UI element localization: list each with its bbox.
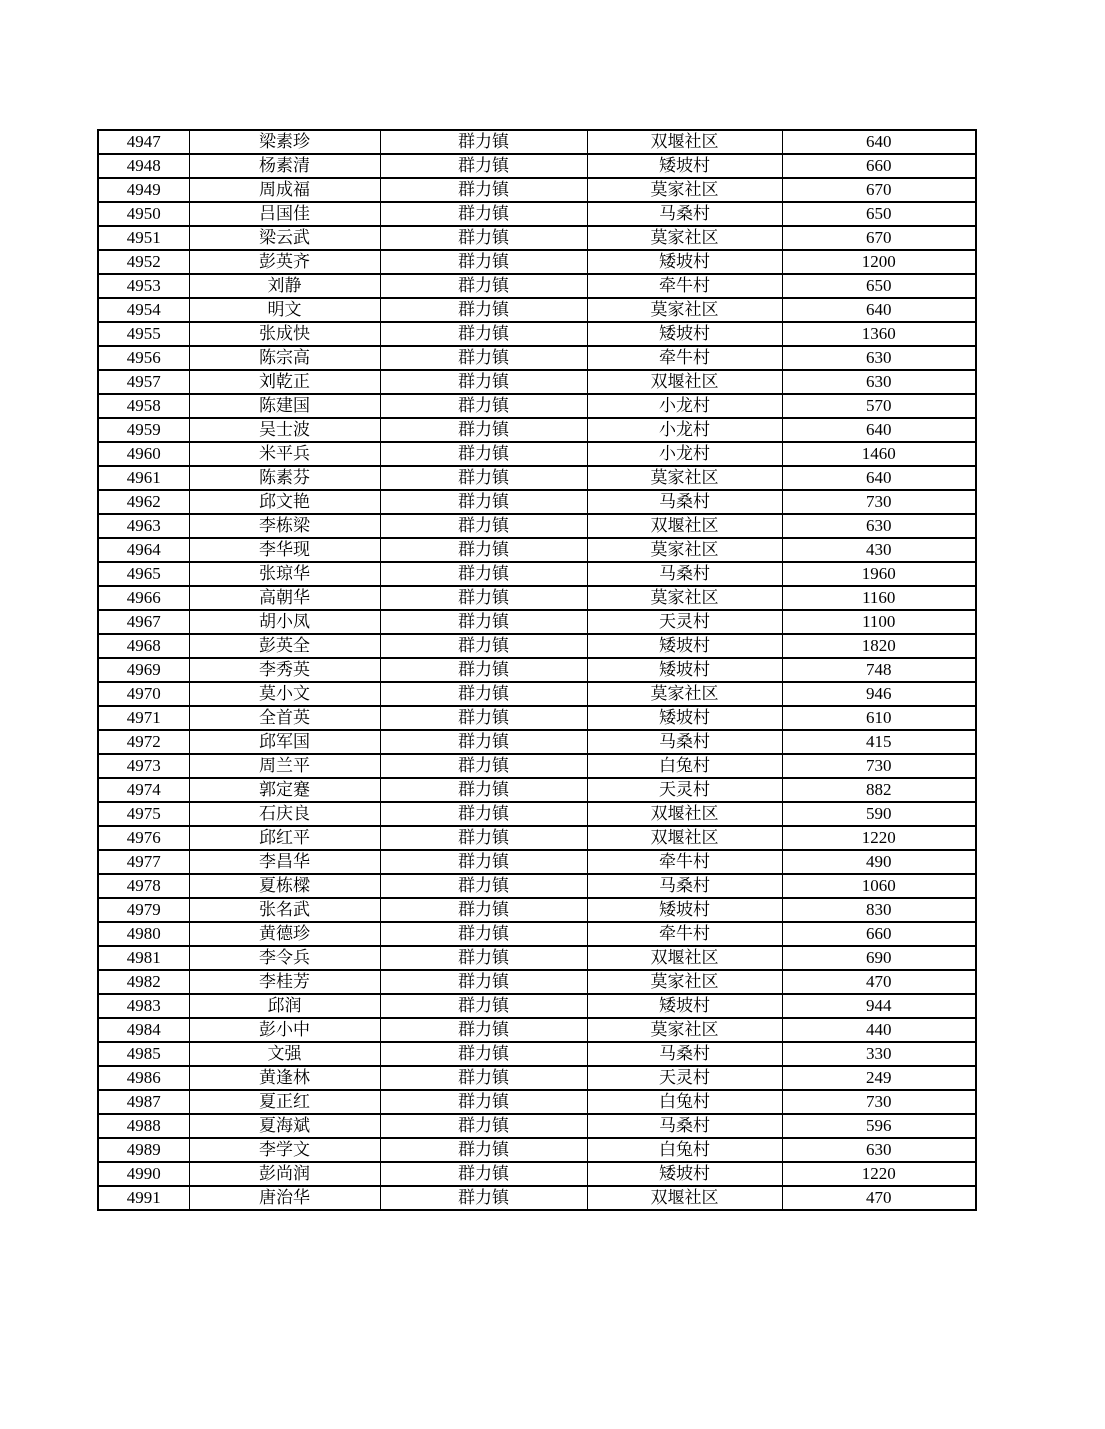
cell-amount: 630 bbox=[782, 1138, 976, 1162]
cell-village: 双堰社区 bbox=[587, 802, 782, 826]
cell-serial-number: 4970 bbox=[98, 682, 189, 706]
table-row bbox=[98, 610, 976, 634]
cell-amount: 660 bbox=[782, 922, 976, 946]
cell-amount: 330 bbox=[782, 1042, 976, 1066]
cell-serial-number: 4954 bbox=[98, 298, 189, 322]
cell-amount: 470 bbox=[782, 1186, 976, 1210]
cell-town: 群力镇 bbox=[380, 346, 587, 370]
table-row bbox=[98, 394, 976, 418]
cell-town: 群力镇 bbox=[380, 1042, 587, 1066]
cell-person-name: 胡小凤 bbox=[189, 610, 380, 634]
cell-village: 马桑村 bbox=[587, 1114, 782, 1138]
cell-person-name: 李令兵 bbox=[189, 946, 380, 970]
cell-person-name: 邱红平 bbox=[189, 826, 380, 850]
cell-village: 天灵村 bbox=[587, 778, 782, 802]
cell-town: 群力镇 bbox=[380, 274, 587, 298]
cell-village: 莫家社区 bbox=[587, 226, 782, 250]
cell-village: 牵牛村 bbox=[587, 850, 782, 874]
cell-person-name: 夏正红 bbox=[189, 1090, 380, 1114]
cell-serial-number: 4956 bbox=[98, 346, 189, 370]
table-row bbox=[98, 970, 976, 994]
cell-town: 群力镇 bbox=[380, 610, 587, 634]
cell-person-name: 吕国佳 bbox=[189, 202, 380, 226]
cell-amount: 944 bbox=[782, 994, 976, 1018]
cell-person-name: 李华现 bbox=[189, 538, 380, 562]
cell-town: 群力镇 bbox=[380, 586, 587, 610]
cell-town: 群力镇 bbox=[380, 250, 587, 274]
table-row bbox=[98, 490, 976, 514]
cell-person-name: 张成快 bbox=[189, 322, 380, 346]
cell-person-name: 夏栋樑 bbox=[189, 874, 380, 898]
table-row bbox=[98, 1186, 976, 1210]
cell-village: 莫家社区 bbox=[587, 586, 782, 610]
table-row bbox=[98, 1066, 976, 1090]
cell-serial-number: 4987 bbox=[98, 1090, 189, 1114]
cell-amount: 730 bbox=[782, 1090, 976, 1114]
cell-person-name: 邱军国 bbox=[189, 730, 380, 754]
cell-amount: 1960 bbox=[782, 562, 976, 586]
cell-town: 群力镇 bbox=[380, 898, 587, 922]
cell-person-name: 彭英全 bbox=[189, 634, 380, 658]
cell-town: 群力镇 bbox=[380, 874, 587, 898]
table-row bbox=[98, 994, 976, 1018]
cell-town: 群力镇 bbox=[380, 178, 587, 202]
cell-serial-number: 4951 bbox=[98, 226, 189, 250]
cell-village: 莫家社区 bbox=[587, 466, 782, 490]
table-row bbox=[98, 370, 976, 394]
cell-amount: 1100 bbox=[782, 610, 976, 634]
cell-serial-number: 4971 bbox=[98, 706, 189, 730]
cell-town: 群力镇 bbox=[380, 130, 587, 154]
cell-serial-number: 4957 bbox=[98, 370, 189, 394]
cell-person-name: 梁素珍 bbox=[189, 130, 380, 154]
cell-village: 白兔村 bbox=[587, 754, 782, 778]
cell-amount: 660 bbox=[782, 154, 976, 178]
cell-village: 莫家社区 bbox=[587, 970, 782, 994]
cell-person-name: 李秀英 bbox=[189, 658, 380, 682]
cell-serial-number: 4986 bbox=[98, 1066, 189, 1090]
cell-person-name: 邱文艳 bbox=[189, 490, 380, 514]
cell-person-name: 梁云武 bbox=[189, 226, 380, 250]
table-row bbox=[98, 130, 976, 154]
cell-serial-number: 4969 bbox=[98, 658, 189, 682]
cell-amount: 630 bbox=[782, 346, 976, 370]
cell-town: 群力镇 bbox=[380, 466, 587, 490]
cell-town: 群力镇 bbox=[380, 826, 587, 850]
table-row bbox=[98, 1138, 976, 1162]
cell-village: 矮坡村 bbox=[587, 322, 782, 346]
table-row bbox=[98, 754, 976, 778]
cell-person-name: 吴士波 bbox=[189, 418, 380, 442]
cell-village: 天灵村 bbox=[587, 610, 782, 634]
cell-person-name: 高朝华 bbox=[189, 586, 380, 610]
cell-person-name: 李学文 bbox=[189, 1138, 380, 1162]
table-row bbox=[98, 682, 976, 706]
cell-village: 白兔村 bbox=[587, 1090, 782, 1114]
cell-amount: 590 bbox=[782, 802, 976, 826]
cell-town: 群力镇 bbox=[380, 922, 587, 946]
cell-town: 群力镇 bbox=[380, 754, 587, 778]
cell-village: 马桑村 bbox=[587, 730, 782, 754]
cell-person-name: 夏海斌 bbox=[189, 1114, 380, 1138]
cell-serial-number: 4980 bbox=[98, 922, 189, 946]
cell-person-name: 黄逢林 bbox=[189, 1066, 380, 1090]
cell-amount: 1460 bbox=[782, 442, 976, 466]
cell-town: 群力镇 bbox=[380, 442, 587, 466]
roster-table-body bbox=[98, 130, 976, 1210]
cell-amount: 1060 bbox=[782, 874, 976, 898]
cell-serial-number: 4977 bbox=[98, 850, 189, 874]
cell-serial-number: 4983 bbox=[98, 994, 189, 1018]
cell-serial-number: 4990 bbox=[98, 1162, 189, 1186]
cell-serial-number: 4955 bbox=[98, 322, 189, 346]
table-row bbox=[98, 250, 976, 274]
cell-village: 双堰社区 bbox=[587, 1186, 782, 1210]
cell-amount: 1820 bbox=[782, 634, 976, 658]
table-row bbox=[98, 178, 976, 202]
cell-town: 群力镇 bbox=[380, 682, 587, 706]
cell-person-name: 全首英 bbox=[189, 706, 380, 730]
cell-village: 白兔村 bbox=[587, 1138, 782, 1162]
table-row bbox=[98, 226, 976, 250]
cell-amount: 1200 bbox=[782, 250, 976, 274]
cell-person-name: 唐治华 bbox=[189, 1186, 380, 1210]
cell-town: 群力镇 bbox=[380, 634, 587, 658]
cell-town: 群力镇 bbox=[380, 946, 587, 970]
cell-person-name: 张名武 bbox=[189, 898, 380, 922]
cell-town: 群力镇 bbox=[380, 418, 587, 442]
table-row bbox=[98, 466, 976, 490]
table-row bbox=[98, 634, 976, 658]
cell-person-name: 黄德珍 bbox=[189, 922, 380, 946]
table-row bbox=[98, 1162, 976, 1186]
cell-amount: 440 bbox=[782, 1018, 976, 1042]
table-row bbox=[98, 658, 976, 682]
cell-town: 群力镇 bbox=[380, 154, 587, 178]
cell-serial-number: 4974 bbox=[98, 778, 189, 802]
cell-serial-number: 4949 bbox=[98, 178, 189, 202]
cell-serial-number: 4989 bbox=[98, 1138, 189, 1162]
cell-village: 矮坡村 bbox=[587, 706, 782, 730]
cell-serial-number: 4981 bbox=[98, 946, 189, 970]
cell-amount: 730 bbox=[782, 490, 976, 514]
cell-person-name: 明文 bbox=[189, 298, 380, 322]
cell-town: 群力镇 bbox=[380, 514, 587, 538]
cell-person-name: 刘静 bbox=[189, 274, 380, 298]
cell-town: 群力镇 bbox=[380, 658, 587, 682]
cell-village: 马桑村 bbox=[587, 490, 782, 514]
cell-village: 矮坡村 bbox=[587, 658, 782, 682]
cell-serial-number: 4973 bbox=[98, 754, 189, 778]
cell-serial-number: 4960 bbox=[98, 442, 189, 466]
table-row bbox=[98, 274, 976, 298]
cell-serial-number: 4988 bbox=[98, 1114, 189, 1138]
cell-amount: 640 bbox=[782, 418, 976, 442]
table-row bbox=[98, 778, 976, 802]
cell-village: 天灵村 bbox=[587, 1066, 782, 1090]
cell-village: 牵牛村 bbox=[587, 274, 782, 298]
cell-town: 群力镇 bbox=[380, 226, 587, 250]
table-row bbox=[98, 322, 976, 346]
table-row bbox=[98, 298, 976, 322]
cell-amount: 650 bbox=[782, 274, 976, 298]
table-row bbox=[98, 850, 976, 874]
cell-person-name: 石庆良 bbox=[189, 802, 380, 826]
cell-village: 马桑村 bbox=[587, 562, 782, 586]
cell-person-name: 李栋梁 bbox=[189, 514, 380, 538]
cell-serial-number: 4982 bbox=[98, 970, 189, 994]
cell-amount: 640 bbox=[782, 466, 976, 490]
cell-serial-number: 4953 bbox=[98, 274, 189, 298]
cell-town: 群力镇 bbox=[380, 970, 587, 994]
cell-person-name: 杨素清 bbox=[189, 154, 380, 178]
cell-town: 群力镇 bbox=[380, 802, 587, 826]
cell-serial-number: 4947 bbox=[98, 130, 189, 154]
cell-amount: 596 bbox=[782, 1114, 976, 1138]
cell-amount: 630 bbox=[782, 514, 976, 538]
table-row bbox=[98, 1018, 976, 1042]
cell-amount: 640 bbox=[782, 298, 976, 322]
cell-person-name: 刘乾正 bbox=[189, 370, 380, 394]
cell-serial-number: 4966 bbox=[98, 586, 189, 610]
table-row bbox=[98, 802, 976, 826]
cell-person-name: 周成福 bbox=[189, 178, 380, 202]
cell-village: 矮坡村 bbox=[587, 1162, 782, 1186]
cell-town: 群力镇 bbox=[380, 706, 587, 730]
cell-amount: 630 bbox=[782, 370, 976, 394]
cell-amount: 650 bbox=[782, 202, 976, 226]
cell-town: 群力镇 bbox=[380, 730, 587, 754]
cell-amount: 1220 bbox=[782, 1162, 976, 1186]
cell-village: 双堰社区 bbox=[587, 946, 782, 970]
cell-amount: 946 bbox=[782, 682, 976, 706]
cell-village: 莫家社区 bbox=[587, 682, 782, 706]
table-row bbox=[98, 898, 976, 922]
table-row bbox=[98, 946, 976, 970]
cell-serial-number: 4959 bbox=[98, 418, 189, 442]
cell-person-name: 莫小文 bbox=[189, 682, 380, 706]
cell-serial-number: 4965 bbox=[98, 562, 189, 586]
cell-person-name: 彭小中 bbox=[189, 1018, 380, 1042]
table-row bbox=[98, 154, 976, 178]
roster-table bbox=[97, 129, 977, 1211]
cell-village: 马桑村 bbox=[587, 874, 782, 898]
cell-town: 群力镇 bbox=[380, 1018, 587, 1042]
cell-village: 莫家社区 bbox=[587, 178, 782, 202]
cell-amount: 430 bbox=[782, 538, 976, 562]
cell-person-name: 米平兵 bbox=[189, 442, 380, 466]
cell-serial-number: 4991 bbox=[98, 1186, 189, 1210]
cell-village: 矮坡村 bbox=[587, 634, 782, 658]
cell-town: 群力镇 bbox=[380, 778, 587, 802]
cell-town: 群力镇 bbox=[380, 1090, 587, 1114]
table-row bbox=[98, 1114, 976, 1138]
table-row bbox=[98, 586, 976, 610]
cell-serial-number: 4985 bbox=[98, 1042, 189, 1066]
cell-person-name: 周兰平 bbox=[189, 754, 380, 778]
cell-village: 双堰社区 bbox=[587, 130, 782, 154]
cell-village: 小龙村 bbox=[587, 442, 782, 466]
cell-person-name: 陈宗高 bbox=[189, 346, 380, 370]
table-row bbox=[98, 922, 976, 946]
cell-person-name: 文强 bbox=[189, 1042, 380, 1066]
cell-serial-number: 4950 bbox=[98, 202, 189, 226]
cell-village: 马桑村 bbox=[587, 202, 782, 226]
cell-village: 马桑村 bbox=[587, 1042, 782, 1066]
cell-person-name: 邱润 bbox=[189, 994, 380, 1018]
cell-amount: 490 bbox=[782, 850, 976, 874]
cell-serial-number: 4962 bbox=[98, 490, 189, 514]
cell-amount: 670 bbox=[782, 226, 976, 250]
cell-serial-number: 4963 bbox=[98, 514, 189, 538]
cell-village: 矮坡村 bbox=[587, 250, 782, 274]
cell-amount: 830 bbox=[782, 898, 976, 922]
cell-village: 矮坡村 bbox=[587, 154, 782, 178]
cell-serial-number: 4961 bbox=[98, 466, 189, 490]
cell-amount: 249 bbox=[782, 1066, 976, 1090]
table-row bbox=[98, 562, 976, 586]
table-row bbox=[98, 730, 976, 754]
cell-amount: 1220 bbox=[782, 826, 976, 850]
table-row bbox=[98, 418, 976, 442]
cell-village: 矮坡村 bbox=[587, 994, 782, 1018]
table-row bbox=[98, 514, 976, 538]
cell-town: 群力镇 bbox=[380, 1138, 587, 1162]
cell-serial-number: 4979 bbox=[98, 898, 189, 922]
cell-town: 群力镇 bbox=[380, 1114, 587, 1138]
cell-village: 双堰社区 bbox=[587, 370, 782, 394]
cell-amount: 882 bbox=[782, 778, 976, 802]
cell-town: 群力镇 bbox=[380, 490, 587, 514]
table-row bbox=[98, 826, 976, 850]
cell-town: 群力镇 bbox=[380, 1186, 587, 1210]
table-row bbox=[98, 874, 976, 898]
cell-serial-number: 4976 bbox=[98, 826, 189, 850]
cell-town: 群力镇 bbox=[380, 538, 587, 562]
cell-amount: 610 bbox=[782, 706, 976, 730]
cell-village: 双堰社区 bbox=[587, 826, 782, 850]
table-row bbox=[98, 442, 976, 466]
table-row bbox=[98, 538, 976, 562]
cell-person-name: 张琼华 bbox=[189, 562, 380, 586]
table-row bbox=[98, 346, 976, 370]
cell-amount: 748 bbox=[782, 658, 976, 682]
cell-village: 小龙村 bbox=[587, 394, 782, 418]
cell-amount: 690 bbox=[782, 946, 976, 970]
cell-person-name: 彭尚润 bbox=[189, 1162, 380, 1186]
cell-amount: 670 bbox=[782, 178, 976, 202]
cell-amount: 1360 bbox=[782, 322, 976, 346]
cell-amount: 415 bbox=[782, 730, 976, 754]
cell-town: 群力镇 bbox=[380, 850, 587, 874]
cell-village: 小龙村 bbox=[587, 418, 782, 442]
cell-person-name: 李桂芳 bbox=[189, 970, 380, 994]
cell-village: 莫家社区 bbox=[587, 298, 782, 322]
cell-serial-number: 4967 bbox=[98, 610, 189, 634]
cell-village: 牵牛村 bbox=[587, 922, 782, 946]
cell-village: 牵牛村 bbox=[587, 346, 782, 370]
cell-person-name: 陈素芬 bbox=[189, 466, 380, 490]
cell-serial-number: 4972 bbox=[98, 730, 189, 754]
cell-amount: 470 bbox=[782, 970, 976, 994]
cell-amount: 570 bbox=[782, 394, 976, 418]
cell-amount: 730 bbox=[782, 754, 976, 778]
cell-serial-number: 4948 bbox=[98, 154, 189, 178]
cell-serial-number: 4952 bbox=[98, 250, 189, 274]
cell-serial-number: 4958 bbox=[98, 394, 189, 418]
cell-town: 群力镇 bbox=[380, 562, 587, 586]
cell-town: 群力镇 bbox=[380, 1162, 587, 1186]
table-row bbox=[98, 202, 976, 226]
cell-person-name: 郭定蹇 bbox=[189, 778, 380, 802]
cell-village: 莫家社区 bbox=[587, 1018, 782, 1042]
cell-amount: 640 bbox=[782, 130, 976, 154]
cell-town: 群力镇 bbox=[380, 370, 587, 394]
table-row bbox=[98, 706, 976, 730]
table-row bbox=[98, 1090, 976, 1114]
cell-serial-number: 4968 bbox=[98, 634, 189, 658]
cell-person-name: 彭英齐 bbox=[189, 250, 380, 274]
cell-town: 群力镇 bbox=[380, 202, 587, 226]
table-row bbox=[98, 1042, 976, 1066]
cell-town: 群力镇 bbox=[380, 994, 587, 1018]
cell-serial-number: 4984 bbox=[98, 1018, 189, 1042]
cell-town: 群力镇 bbox=[380, 322, 587, 346]
cell-town: 群力镇 bbox=[380, 298, 587, 322]
cell-village: 双堰社区 bbox=[587, 514, 782, 538]
cell-town: 群力镇 bbox=[380, 1066, 587, 1090]
cell-serial-number: 4964 bbox=[98, 538, 189, 562]
cell-serial-number: 4975 bbox=[98, 802, 189, 826]
cell-town: 群力镇 bbox=[380, 394, 587, 418]
cell-person-name: 陈建国 bbox=[189, 394, 380, 418]
cell-amount: 1160 bbox=[782, 586, 976, 610]
cell-village: 矮坡村 bbox=[587, 898, 782, 922]
cell-serial-number: 4978 bbox=[98, 874, 189, 898]
cell-village: 莫家社区 bbox=[587, 538, 782, 562]
cell-person-name: 李昌华 bbox=[189, 850, 380, 874]
